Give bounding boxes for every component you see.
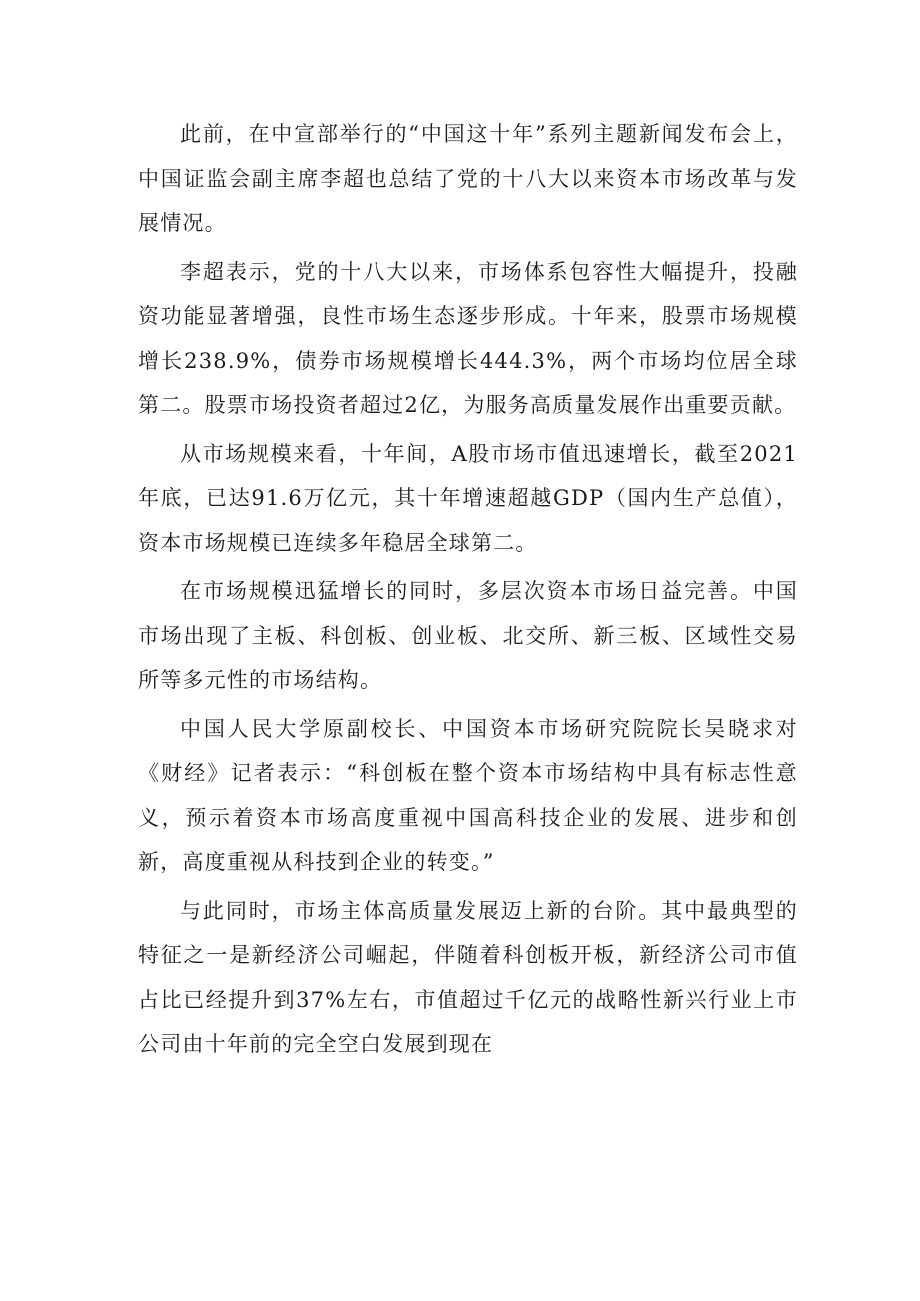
paragraph-5: 中国人民大学原副校长、中国资本市场研究院院长吴晓求对《财经》记者表示：“科创板在整个资本市场结构中具有标志性意义，预示着资本市场高度重视中国高科技企业的发展、进步和创新，高度重视从科技到企业的转变。”	[138, 716, 798, 874]
paragraph-6: 与此同时，市场主体高质量发展迈上新的台阶。其中最典型的特征之一是新经济公司崛起，伴随着科创板开板，新经济公司市值占比已经提升到37%左右，市值超过千亿元的战略性新兴行业上市公司由十年前的完全空白发展到现在	[138, 898, 798, 1056]
paragraph-3: 从市场规模来看，十年间，A股市场市值迅速增长，截至2021年底，已达91.6万亿元，其十年增速超越GDP（国内生产总值），资本市场规模已连续多年稳居全球第二。	[138, 441, 798, 555]
paragraph-2: 李超表示，党的十八大以来，市场体系包容性大幅提升，投融资功能显著增强，良性市场生态逐步形成。十年来，股票市场规模增长238.9%，债券市场规模增长444.3%，两个市场均位居全球第二。股票市场投资者超过2亿，为服务高质量发展作出重要贡献。	[138, 259, 798, 417]
document-body	[138, 112, 798, 1071]
paragraph-4: 在市场规模迅猛增长的同时，多层次资本市场日益完善。中国市场出现了主板、科创板、创业板、北交所、新三板、区域性交易所等多元性的市场结构。	[138, 579, 798, 692]
paragraph-1: 此前，在中宣部举行的“中国这十年”系列主题新闻发布会上，中国证监会副主席李超也总结了党的十八大以来资本市场改革与发展情况。	[138, 122, 798, 235]
